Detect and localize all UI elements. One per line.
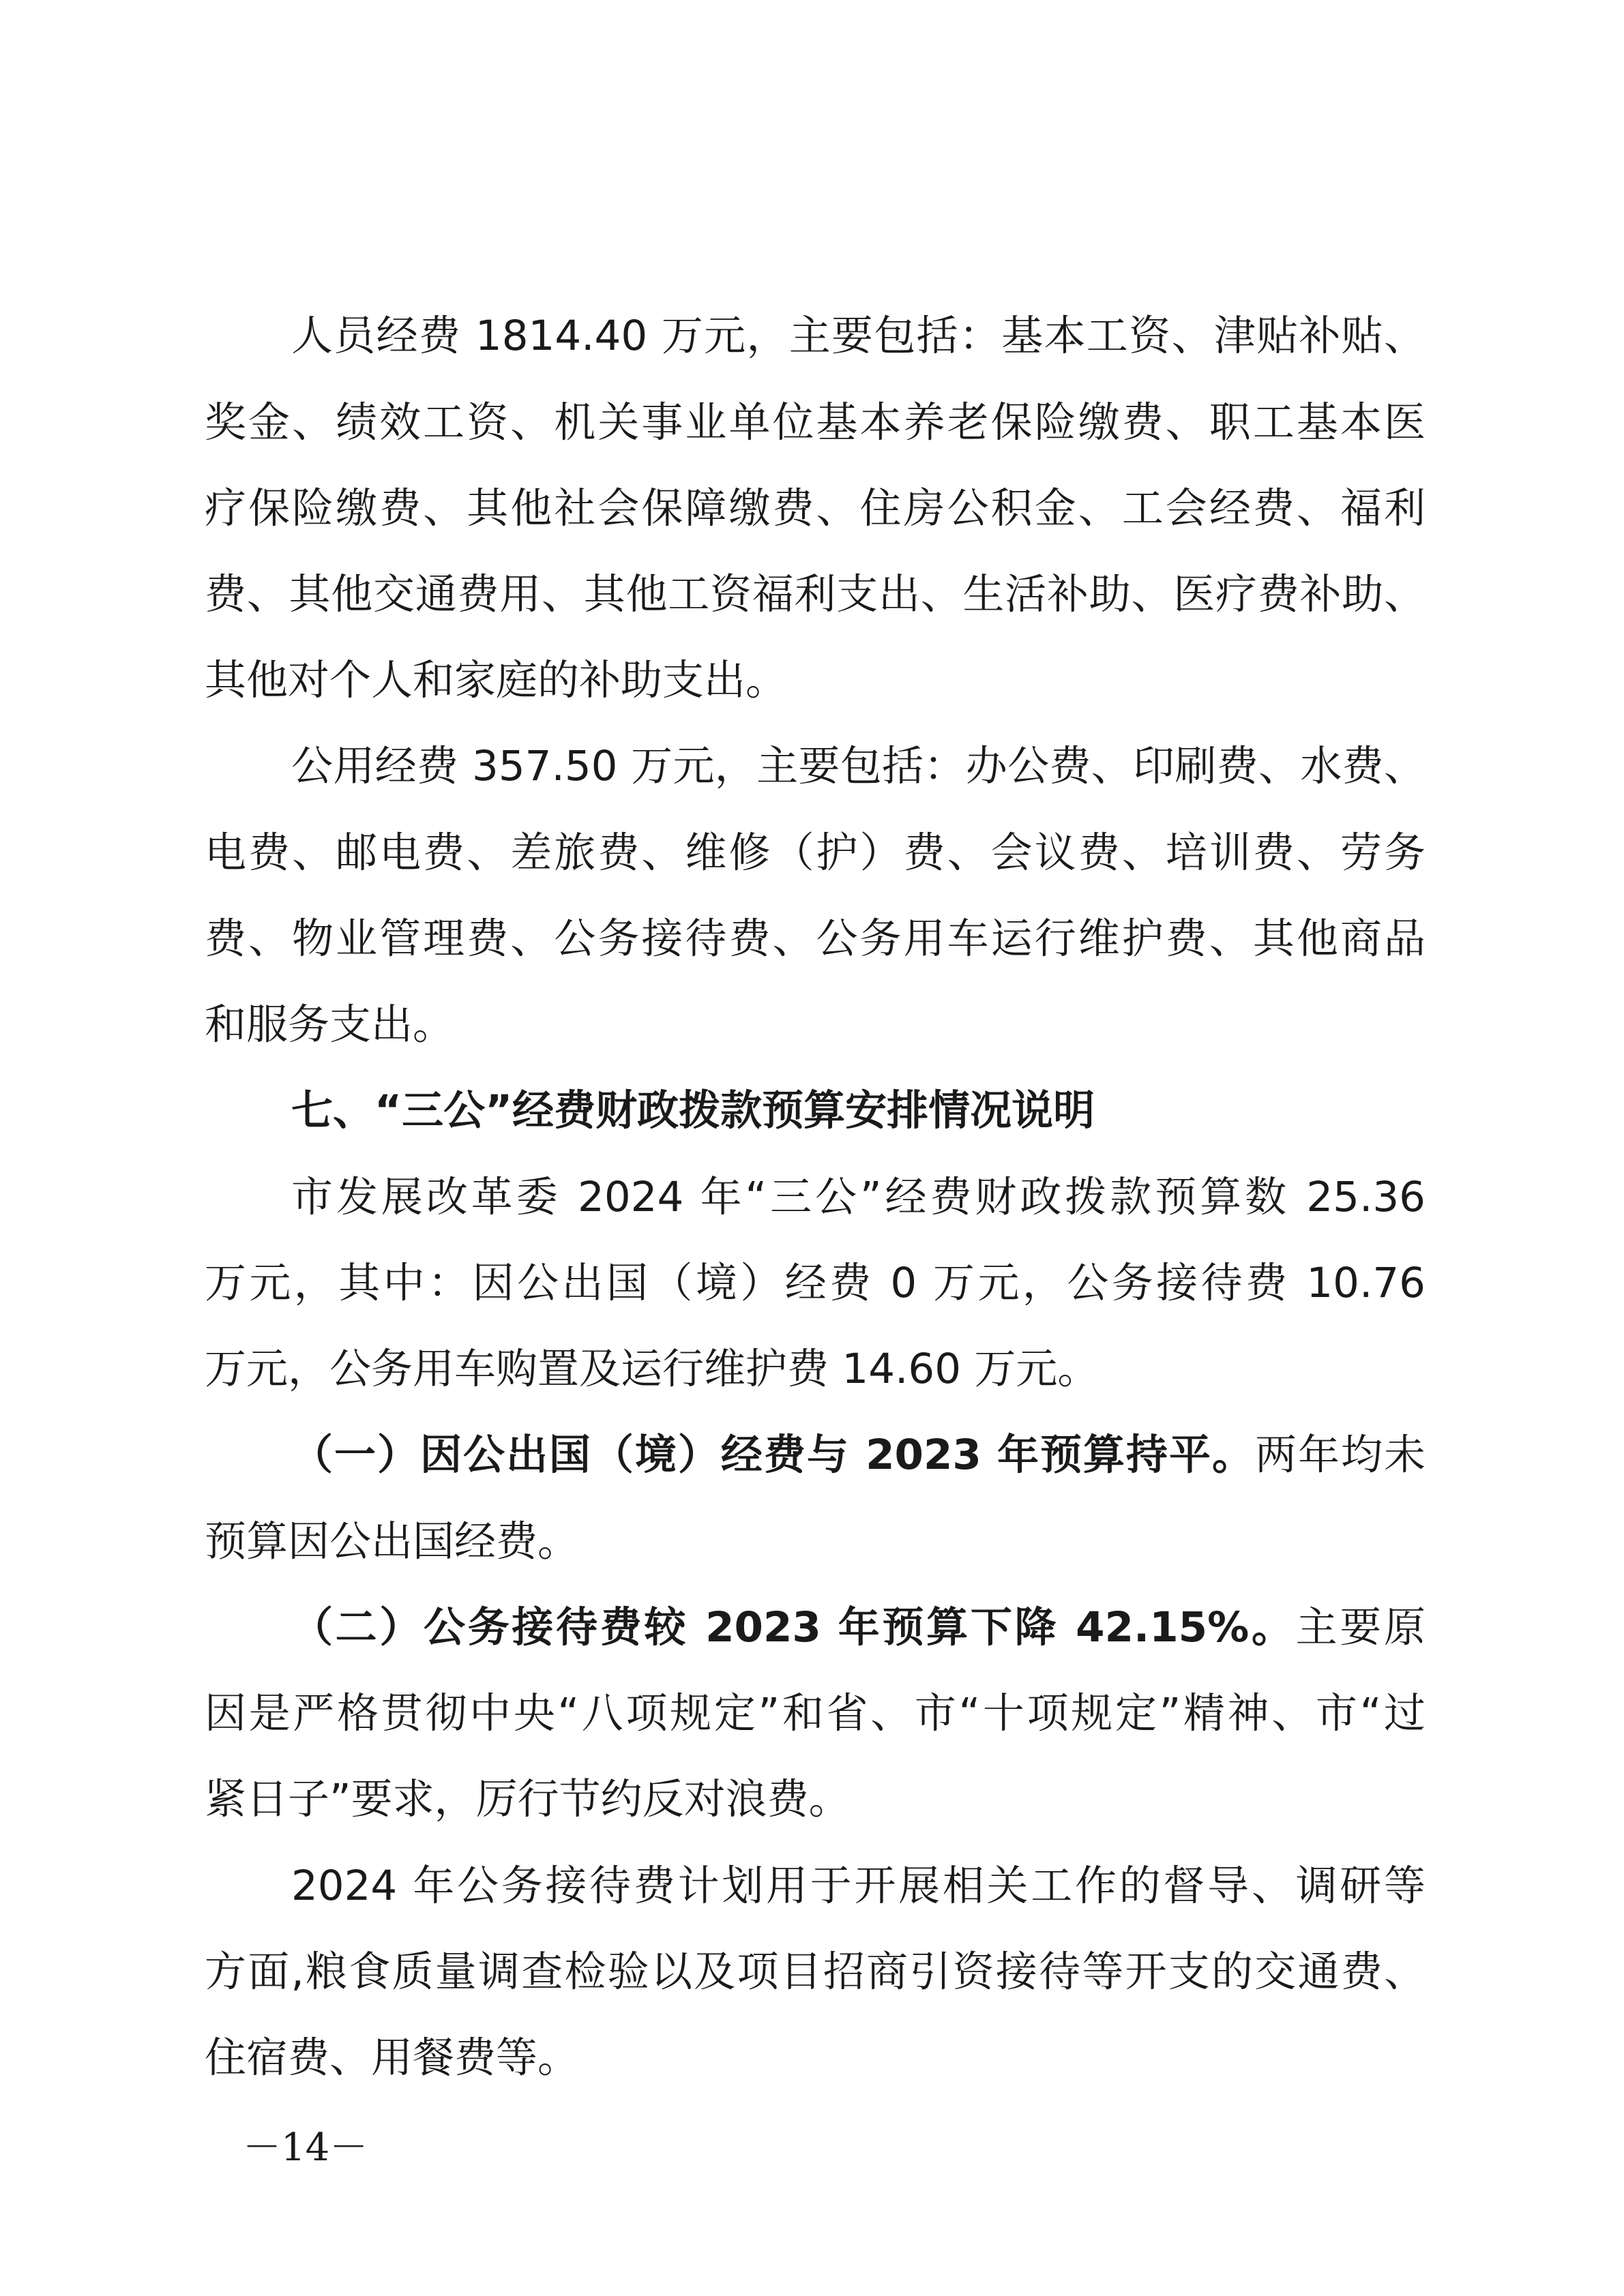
reception-line-1: 2024 年公务接待费计划用于开展相关工作的督导、调研等 bbox=[291, 1862, 1426, 1910]
item2-bold: （二）公务接待费较 2023 年预算下降 42.15%。 bbox=[291, 1603, 1296, 1652]
item1-line-1 bbox=[291, 1428, 1426, 1482]
item1-bold: （一）因公出国（境）经费与 2023 年预算持平。 bbox=[291, 1431, 1256, 1479]
section-heading: 七、“三公”经费财政拨款预算安排情况说明 bbox=[291, 1086, 1095, 1135]
item1-rest: 两年均未 bbox=[1255, 1431, 1426, 1479]
personnel-line-3: 疗保险缴费、其他社会保障缴费、住房公积金、工会经费、福利 bbox=[205, 484, 1426, 533]
item2-line-3: 紧日子”要求，厉行节约反对浪费。 bbox=[205, 1775, 851, 1823]
personnel-line-2: 奖金、绩效工资、机关事业单位基本养老保险缴费、职工基本医 bbox=[205, 398, 1426, 447]
item1-line-2: 预算因公出国经费。 bbox=[205, 1517, 580, 1566]
personnel-line-1: 人员经费 1814.40 万元，主要包括：基本工资、津贴补贴、 bbox=[291, 312, 1426, 360]
personnel-line-5: 其他对个人和家庭的补助支出。 bbox=[205, 656, 788, 704]
item2-rest: 主要原 bbox=[1295, 1603, 1426, 1652]
public-line-1: 公用经费 357.50 万元，主要包括：办公费、印刷费、水费、 bbox=[291, 742, 1426, 790]
summary-line-1: 市发展改革委 2024 年“三公”经费财政拨款预算数 25.36 bbox=[291, 1173, 1426, 1221]
page-number: －14－ bbox=[243, 2126, 368, 2170]
personnel-line-4: 费、其他交通费用、其他工资福利支出、生活补助、医疗费补助、 bbox=[205, 570, 1426, 618]
item2-line-2: 因是严格贯彻中央“八项规定”和省、市“十项规定”精神、市“过 bbox=[205, 1689, 1426, 1738]
public-line-2: 电费、邮电费、差旅费、维修（护）费、会议费、培训费、劳务 bbox=[205, 829, 1426, 877]
summary-line-2: 万元，其中：因公出国（境）经费 0 万元，公务接待费 10.76 bbox=[205, 1259, 1426, 1307]
summary-line-3: 万元，公务用车购置及运行维护费 14.60 万元。 bbox=[205, 1345, 1099, 1393]
reception-line-3: 住宿费、用餐费等。 bbox=[205, 2033, 580, 2082]
public-line-3: 费、物业管理费、公务接待费、公务用车运行维护费、其他商品 bbox=[205, 914, 1426, 963]
item2-line-1 bbox=[291, 1600, 1426, 1655]
public-line-4: 和服务支出。 bbox=[205, 1000, 455, 1049]
reception-line-2: 方面,粮食质量调查检验以及项目招商引资接待等开支的交通费、 bbox=[205, 1948, 1426, 1996]
